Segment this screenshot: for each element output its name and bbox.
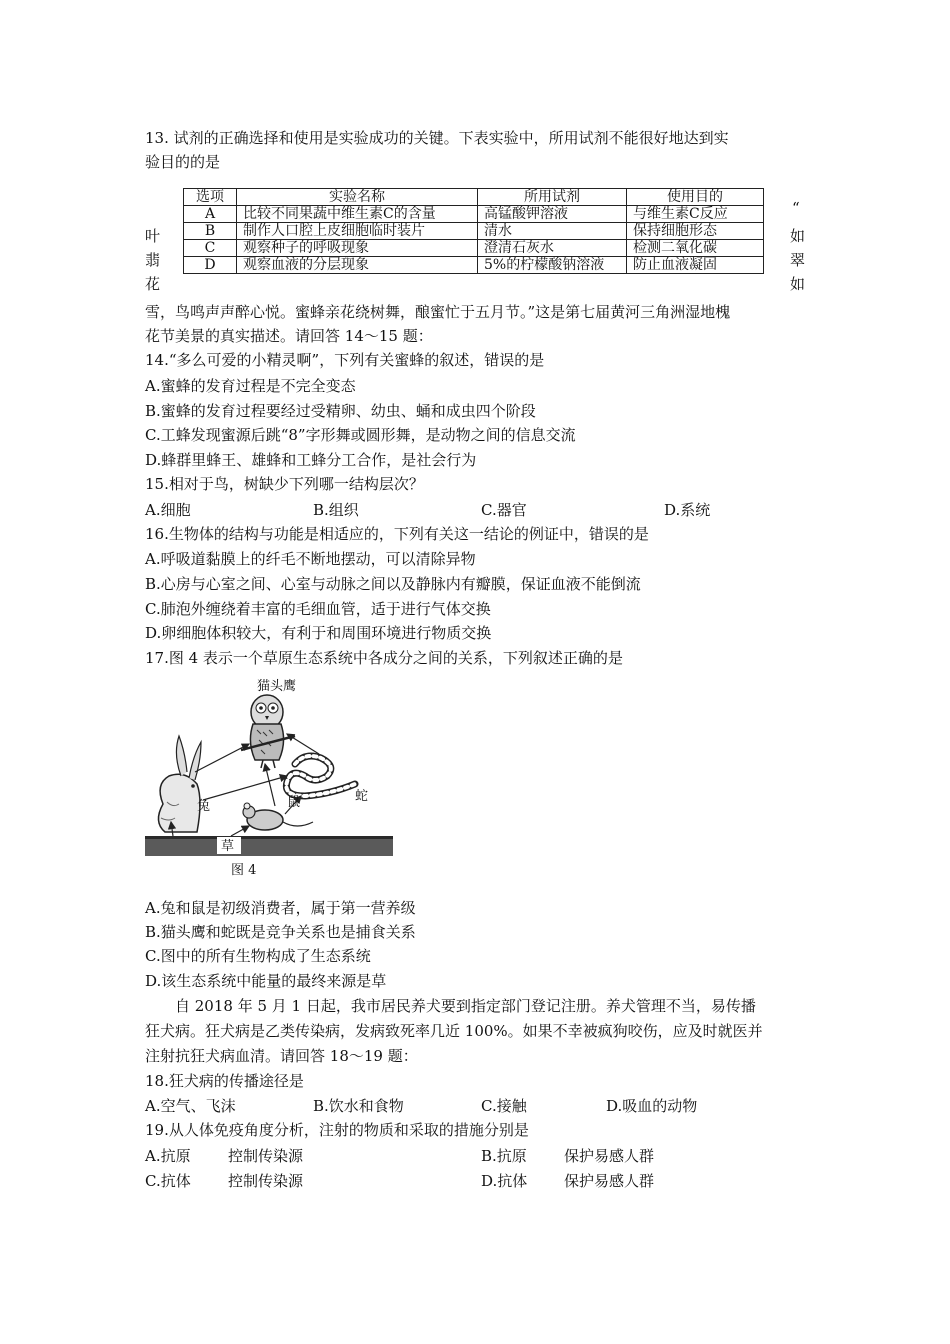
table-header: 选项 [184, 189, 237, 206]
passage2-line1: 自 2018 年 5 月 1 日起，我市居民养犬要到指定部门登记注册。养犬管理不当，易传播 [175, 997, 756, 1015]
q16-option: D.卵细胞体积较大，有利于和周围环境进行物质交换 [145, 624, 492, 642]
passage1-right-char: “ [792, 199, 800, 217]
table-cell: D [184, 257, 237, 274]
q19-option-text: 保护易感人群 [564, 1172, 655, 1190]
table-cell: A [184, 206, 237, 223]
passage2-line2: 狂犬病。狂犬病是乙类传染病，发病致死率几近 100%。如果不幸被疯狗咬伤，应及时就医并 [145, 1022, 763, 1040]
q14-option: B.蜜蜂的发育过程要经过受精卵、幼虫、蛹和成虫四个阶段 [145, 402, 536, 420]
mouse-drawing [243, 803, 313, 830]
table-cell: 观察血液的分层现象 [237, 257, 478, 274]
q15-stem: 15.相对于鸟，树缺少下列哪一结构层次？ [145, 475, 424, 493]
label-mouse: 鼠 [287, 795, 301, 810]
q17-option: D.该生态系统中能量的最终来源是草 [145, 972, 387, 990]
table-header: 实验名称 [237, 189, 478, 206]
q13-table [183, 188, 764, 274]
passage1-left-char: 花 [145, 275, 161, 293]
passage1-right-char: 如 [790, 227, 806, 245]
table-cell: 与维生素C反应 [627, 206, 764, 223]
q18-option: B.饮水和食物 [313, 1097, 404, 1115]
q17-stem: 17.图 4 表示一个草原生态系统中各成分之间的关系，下列叙述正确的是 [145, 649, 623, 667]
passage2-line3: 注射抗狂犬病血清。请回答 18～19 题： [145, 1047, 418, 1065]
q13-stem-line2: 验目的的是 [145, 153, 221, 171]
table-cell: C [184, 240, 237, 257]
table-row [184, 223, 764, 240]
q19-option-letter: C.抗体 [145, 1172, 191, 1190]
arrow-snake-owl [287, 734, 319, 754]
q18-option: D.吸血的动物 [606, 1097, 698, 1115]
q19-option-text: 保护易感人群 [564, 1147, 655, 1165]
snake-drawing [286, 756, 355, 796]
label-snake: 蛇 [355, 789, 369, 804]
rabbit-drawing [158, 736, 201, 832]
q13-stem-line1: 13. 试剂的正确选择和使用是实验成功的关键。下表实验中，所用试剂不能很好地达到实 [145, 129, 729, 147]
table-header-row [184, 189, 764, 206]
label-owl: 猫头鹰 [257, 679, 297, 694]
arrow-grass-snake [203, 776, 287, 800]
q16-option: B.心房与心室之间、心室与动脉之间以及静脉内有瓣膜，保证血液不能倒流 [145, 575, 641, 593]
q14-option: D.蜂群里蜂王、雄蜂和工蜂分工合作，是社会行为 [145, 451, 477, 469]
q16-option: A.呼吸道黏膜上的纤毛不断地摆动，可以清除异物 [145, 550, 476, 568]
passage1-left-char: 翡 [145, 251, 161, 269]
table-cell: 澄清石灰水 [478, 240, 627, 257]
table-row [184, 257, 764, 274]
table-header: 所用试剂 [478, 189, 627, 206]
table-cell: 观察种子的呼吸现象 [237, 240, 478, 257]
q17-option: C.图中的所有生物构成了生态系统 [145, 947, 371, 965]
table-row [184, 206, 764, 223]
q19-option-letter: D.抗体 [481, 1172, 528, 1190]
q17-option: A.兔和鼠是初级消费者，属于第一营养级 [145, 899, 416, 917]
q19-option-text: 控制传染源 [228, 1147, 304, 1165]
q19-option-letter: B.抗原 [481, 1147, 527, 1165]
q16-option: C.肺泡外缠绕着丰富的毛细血管，适于进行气体交换 [145, 600, 491, 618]
q15-option: A.细胞 [145, 501, 191, 519]
table-header: 使用目的 [627, 189, 764, 206]
q16-stem: 16.生物体的结构与功能是相适应的，下列有关这一结论的例证中，错误的是 [145, 525, 649, 543]
q14-option: C.工蜂发现蜜源后跳“8”字形舞或圆形舞，是动物之间的信息交流 [145, 426, 576, 444]
passage1-line1: 雪，鸟鸣声声醉心悦。蜜蜂亲花绕树舞，酿蜜忙于五月节。”这是第七届黄河三角洲湿地槐 [145, 303, 731, 321]
figure-caption: 图 4 [231, 863, 257, 878]
arrow-rabbit-owl [195, 744, 249, 772]
q19-option-letter: A.抗原 [145, 1147, 191, 1165]
passage1-line2: 花节美景的真实描述。请回答 14～15 题： [145, 327, 433, 345]
table-cell: 比较不同果蔬中维生素C的含量 [237, 206, 478, 223]
q18-option: C.接触 [481, 1097, 527, 1115]
passage1-left-char: 叶 [145, 227, 161, 245]
table-cell: 检测二氧化碳 [627, 240, 764, 257]
food-web-figure [145, 672, 395, 882]
arrow-mouse-owl [265, 764, 275, 806]
table-cell: 制作人口腔上皮细胞临时装片 [237, 223, 478, 240]
q15-option: B.组织 [313, 501, 359, 519]
table-cell: B [184, 223, 237, 240]
q15-option: C.器官 [481, 501, 527, 519]
arrow-grass-mouse [231, 826, 249, 836]
passage1-right-char: 如 [790, 275, 806, 293]
q19-option-text: 控制传染源 [228, 1172, 304, 1190]
label-rabbit: 兔 [197, 799, 211, 814]
q19-stem: 19.从人体免疫角度分析，注射的物质和采取的措施分别是 [145, 1121, 529, 1139]
owl-drawing [241, 695, 295, 768]
q17-option: B.猫头鹰和蛇既是竞争关系也是捕食关系 [145, 923, 416, 941]
table-row [184, 240, 764, 257]
q14-stem: 14.“多么可爱的小精灵啊”，下列有关蜜蜂的叙述，错误的是 [145, 351, 545, 369]
table-cell: 清水 [478, 223, 627, 240]
q18-stem: 18.狂犬病的传播途径是 [145, 1072, 304, 1090]
table-cell: 5%的柠檬酸钠溶液 [478, 257, 627, 274]
label-grass: 草 [221, 839, 235, 854]
table-cell: 防止血液凝固 [627, 257, 764, 274]
q15-option: D.系统 [664, 501, 711, 519]
q14-option: A.蜜蜂的发育过程是不完全变态 [145, 377, 356, 395]
q18-option: A.空气、飞沫 [145, 1097, 236, 1115]
table-cell: 高锰酸钾溶液 [478, 206, 627, 223]
table-cell: 保持细胞形态 [627, 223, 764, 240]
passage1-right-char: 翠 [790, 251, 806, 269]
